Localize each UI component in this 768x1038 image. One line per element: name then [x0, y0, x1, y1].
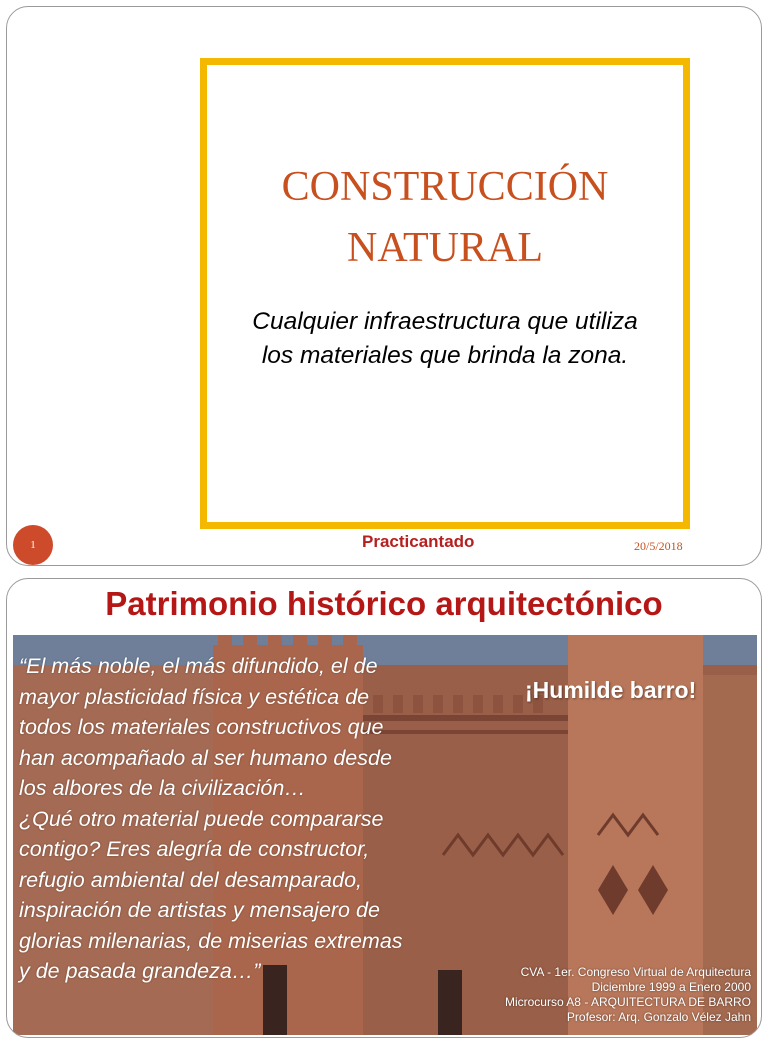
- title-frame: [200, 58, 690, 529]
- slide-footer: Practicantado: [362, 532, 475, 551]
- quote-line: glorias milenarias, de miserias extremas: [19, 928, 403, 953]
- quote-line: los albores de la civilización…: [19, 776, 306, 800]
- quote-line: refugio ambiental del desamparado,: [19, 867, 363, 892]
- photo-credits: [505, 965, 751, 1025]
- subtitle-line-1: Cualquier infraestructura que utiliza: [252, 308, 638, 335]
- quote-line: han acompañado al ser humano desde: [19, 745, 392, 770]
- quote-line: y de pasada grandeza…”: [19, 959, 261, 983]
- slide-number-badge: 1: [13, 525, 53, 565]
- slide-title: [207, 157, 683, 279]
- heritage-slide: [6, 578, 762, 1038]
- title-slide: [6, 6, 762, 566]
- quote-line: ¿Qué otro material puede compararse: [19, 806, 384, 831]
- quote-line: todos los materiales constructivos que: [19, 715, 384, 739]
- credit-line: Profesor: Arq. Gonzalo Vélez Jahn: [566, 1010, 751, 1024]
- slide-date: 20/5/2018: [634, 539, 683, 553]
- quote-text: [19, 651, 489, 987]
- quote-line: contigo? Eres alegría de constructor,: [19, 837, 370, 861]
- slide-subtitle: [207, 305, 683, 373]
- slide-title: Patrimonio histórico arquitectónico: [105, 585, 663, 622]
- quote-line: inspiración de artistas y mensajero de: [19, 898, 380, 922]
- credit-line: Diciembre 1999 a Enero 2000: [591, 980, 751, 994]
- quote-line: mayor plasticidad física y estética de: [19, 684, 370, 709]
- title-line-2: NATURAL: [347, 225, 543, 271]
- title-line-1: CONSTRUCCIÓN: [281, 164, 609, 210]
- quote-line: “El más noble, el más difundido, el de: [19, 654, 378, 678]
- credit-line: Microcurso A8 - ARQUITECTURA DE BARRO: [504, 995, 751, 1009]
- exclamation-text: ¡Humilde barro!: [525, 677, 697, 703]
- adobe-building-photo: [13, 635, 757, 1035]
- subtitle-line-2: los materiales que brinda la zona.: [261, 342, 629, 369]
- credit-line: CVA - 1er. Congreso Virtual de Arquitectura: [520, 965, 751, 979]
